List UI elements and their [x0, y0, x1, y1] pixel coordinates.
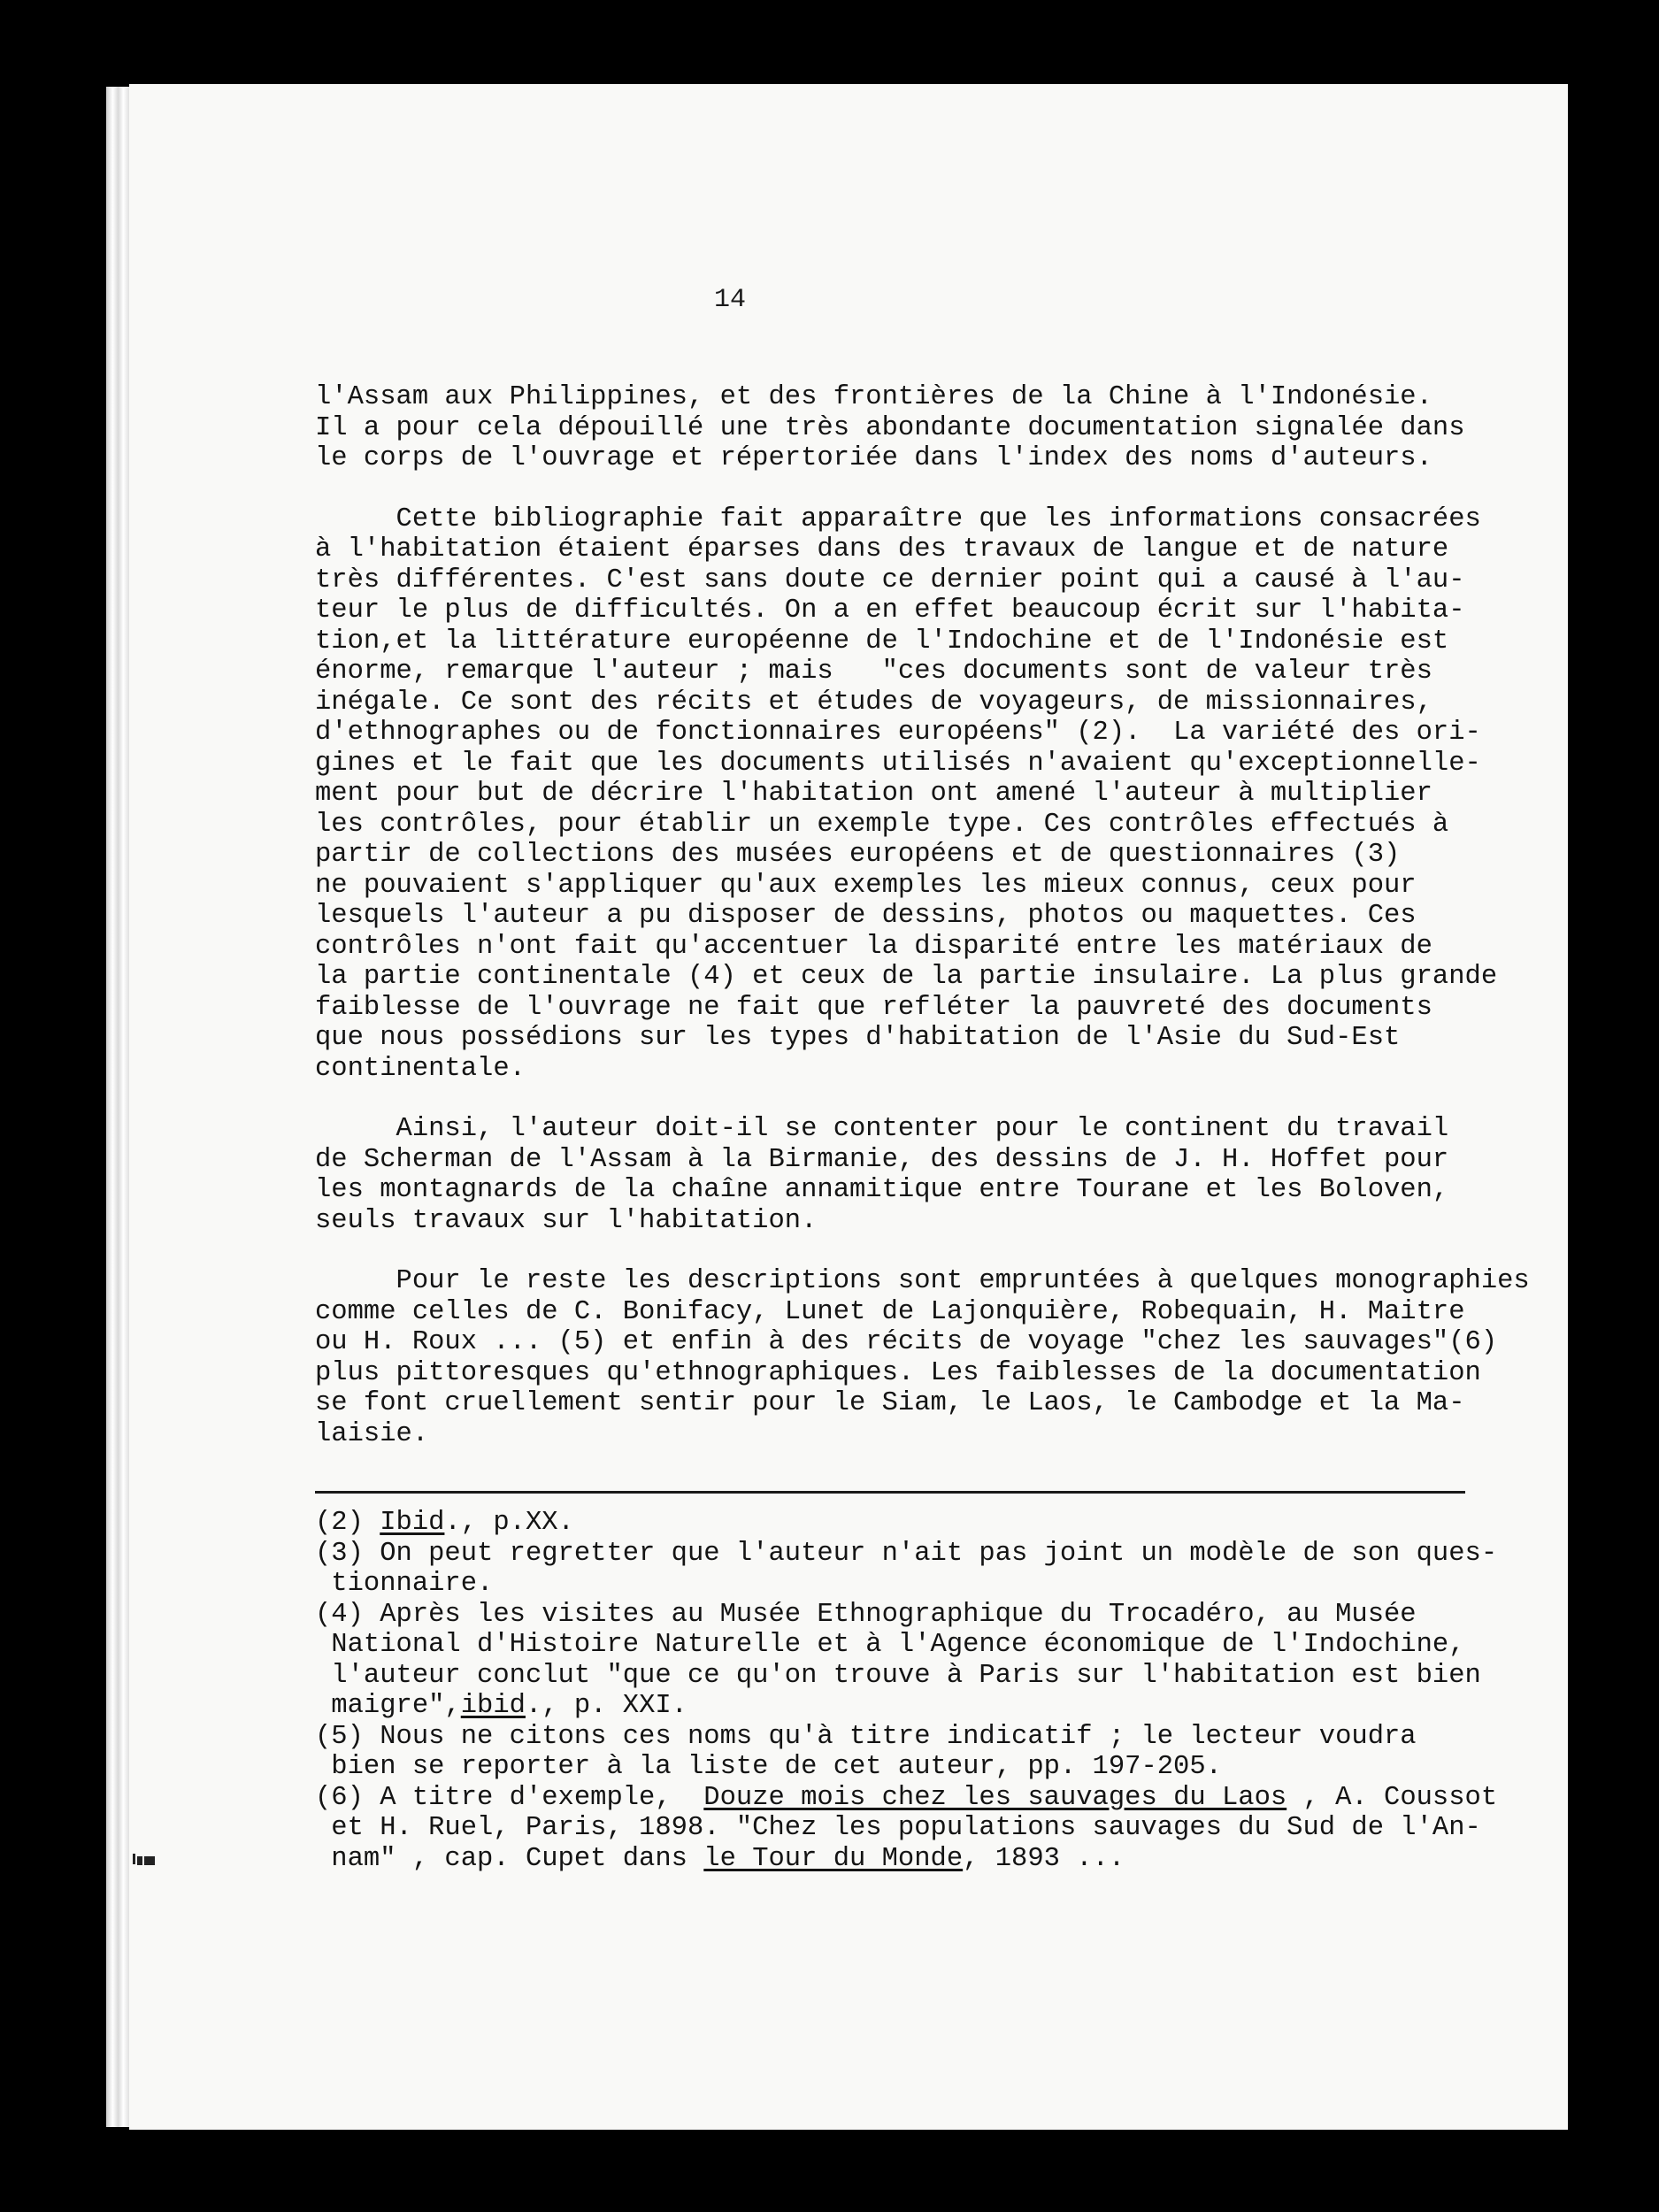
text-line: ou H. Roux ... (5) et enfin à des récits de voyage "chez les sauvages"(6) — [315, 1327, 1498, 1357]
footnote-line — [315, 1782, 1498, 1814]
footnote-line — [315, 1844, 1492, 1875]
paragraph — [315, 382, 1492, 474]
footnote-text: nam" , cap. Cupet dans — [315, 1843, 704, 1874]
text-line: les contrôles, pour établir un exemple type. Ces contrôles effectués à — [315, 809, 1449, 840]
text-line: continentale. — [315, 1053, 526, 1084]
text-line: teur le plus de difficultés. On a en effet beaucoup écrit sur l'habita- — [315, 595, 1465, 626]
text-line: Ainsi, l'auteur doit-il se contenter pour le continent du travail — [315, 1114, 1449, 1144]
footnote-separator — [315, 1491, 1465, 1494]
footnote-text: tionnaire. — [315, 1569, 494, 1599]
footnote-text: (3) On peut regretter que l'auteur n'ait pas joint un modèle de son ques- — [315, 1538, 1498, 1569]
footnote — [315, 1600, 1492, 1722]
footnote — [315, 1538, 1498, 1600]
footnote-text: (5) Nous ne citons ces noms qu'à titre indicatif ; le lecteur voudra — [315, 1721, 1417, 1752]
text-line: la partie continentale (4) et ceux de la partie insulaire. La plus grande — [315, 962, 1498, 992]
text-line: inégale. Ce sont des récits et études de voyageurs, de missionnaires, — [315, 687, 1432, 718]
footnote-text: maigre", — [315, 1691, 461, 1721]
text-line: ment pour but de décrire l'habitation ont amené l'auteur à multiplier — [315, 779, 1432, 809]
footnote-line — [315, 1508, 1492, 1539]
footnote-text: l'auteur conclut "que ce qu'on trouve à Paris sur l'habitation est bien — [315, 1660, 1481, 1691]
text-line: partir de collections des musées européens et de questionnaires (3) — [315, 840, 1401, 870]
footnote-line — [315, 1538, 1498, 1570]
footnote-line — [315, 1569, 1492, 1600]
footnote-text: (4) Après les visites au Musée Ethnographique du Trocadéro, au Musée — [315, 1599, 1417, 1630]
footnote-text: bien se reporter à la liste de cet auteur, pp. 197-205. — [315, 1752, 1222, 1782]
footnote-line — [315, 1752, 1492, 1783]
footnotes — [315, 1508, 1498, 1874]
text-line: laisie. — [315, 1418, 429, 1449]
text-line: le corps de l'ouvrage et répertoriée dans l'index des noms d'auteurs. — [315, 443, 1432, 473]
footnote-text: , A. Coussot — [1286, 1782, 1498, 1813]
footnote-line — [315, 1691, 1492, 1722]
body-text — [315, 382, 1530, 1479]
text-line: comme celles de C. Bonifacy, Lunet de Lajonquière, Robequain, H. Maitre — [315, 1296, 1465, 1327]
paragraph — [315, 503, 1498, 1085]
footnote-line — [315, 1630, 1492, 1661]
footnote — [315, 1722, 1492, 1783]
footnote-text: ., p. XXI. — [525, 1691, 687, 1721]
text-line: gines et le fait que les documents utilisés n'avaient qu'exceptionnelle- — [315, 748, 1481, 779]
footnote-text: ., p.XX. — [444, 1508, 574, 1538]
footnote-text: National d'Histoire Naturelle et à l'Agence économique de l'Indochine, — [315, 1630, 1465, 1660]
text-line: plus pittoresques qu'ethnographiques. Les faiblesses de la documentation — [315, 1357, 1481, 1388]
text-line: tion,et la littérature européenne de l'Indochine et de l'Indonésie est — [315, 626, 1449, 657]
footnote — [315, 1782, 1498, 1875]
page-number: 14 — [713, 285, 746, 315]
footnote-text: et H. Ruel, Paris, 1898. "Chez les populations sauvages du Sud de l'An- — [315, 1813, 1481, 1843]
footnote-line — [315, 1661, 1492, 1692]
text-line: que nous possédions sur les types d'habitation de l'Asie du Sud-Est — [315, 1023, 1401, 1053]
underlined-title: ibid — [460, 1691, 526, 1721]
text-line: ne pouvaient s'appliquer qu'aux exemples les mieux connus, ceux pour — [315, 870, 1417, 901]
text-line: à l'habitation étaient éparses dans des travaux de langue et de nature — [315, 534, 1449, 565]
text-line: contrôles n'ont fait qu'accentuer la disparité entre les matériaux de — [315, 931, 1432, 962]
paragraph — [315, 1266, 1530, 1449]
footnote — [315, 1508, 1492, 1539]
footnote-text: (6) A titre d'exemple, — [315, 1782, 704, 1813]
footnote-line — [315, 1813, 1492, 1844]
underlined-title: Douze mois chez les sauvages du Laos — [703, 1782, 1287, 1813]
text-line: l'Assam aux Philippines, et des frontières de la Chine à l'Indonésie. — [315, 382, 1432, 412]
text-line: d'ethnographes ou de fonctionnaires européens" (2). La variété des ori- — [315, 718, 1481, 748]
text-line: Pour le reste les descriptions sont empruntées à quelques monographies — [315, 1266, 1530, 1296]
text-line: énorme, remarque l'auteur ; mais "ces documents sont de valeur très — [315, 657, 1432, 687]
footnote-line — [315, 1600, 1492, 1631]
text-line: Il a pour cela dépouillé une très abondante documentation signalée dans — [315, 412, 1465, 443]
text-line: se font cruellement sentir pour le Siam, le Laos, le Cambodge et la Ma- — [315, 1388, 1465, 1418]
footnote-text: , 1893 ... — [963, 1843, 1125, 1874]
text-line: très différentes. C'est sans doute ce dernier point qui a causé à l'au- — [315, 565, 1465, 595]
paragraph — [315, 1114, 1492, 1236]
text-line: Cette bibliographie fait apparaître que les informations consacrées — [315, 503, 1481, 534]
underlined-title: Ibid — [380, 1508, 445, 1538]
text-line: seuls travaux sur l'habitation. — [315, 1205, 818, 1236]
text-line: les montagnards de la chaîne annamitique entre Tourane et les Boloven, — [315, 1175, 1449, 1205]
footnote-text: (2) — [315, 1508, 380, 1538]
text-line: faiblesse de l'ouvrage ne fait que refléter la pauvreté des documents — [315, 992, 1432, 1023]
text-line: de Scherman de l'Assam à la Birmanie, des dessins de J. H. Hoffet pour — [315, 1144, 1449, 1175]
footnote-line — [315, 1722, 1492, 1753]
text-line: lesquels l'auteur a pu disposer de dessins, photos ou maquettes. Ces — [315, 901, 1417, 931]
underlined-title: le Tour du Monde — [703, 1843, 964, 1874]
